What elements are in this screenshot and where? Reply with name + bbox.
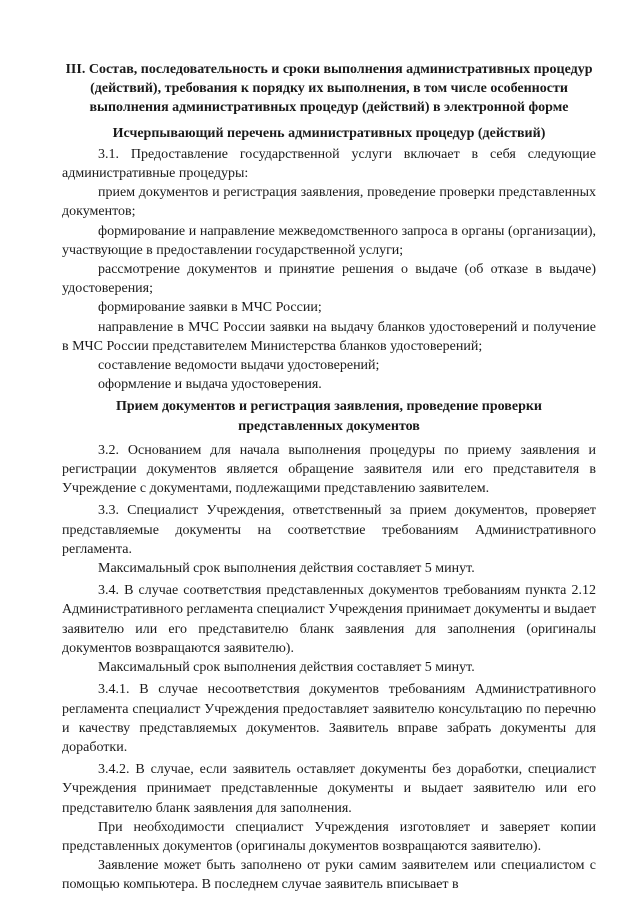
paragraph: Максимальный срок выполнения действия составляет 5 минут. [98, 561, 475, 577]
list-item: составление ведомости выдачи удостоверений; [98, 358, 380, 374]
subsection-heading: Прием документов и регистрация заявления, проведение проверки представленных документов [115, 399, 542, 434]
paragraph: Заявление может быть заполнено от руки самим заявителем или специалистом с помощью компьютера. В последнем случае заявитель вписывает в [62, 858, 596, 893]
paragraph: 3.1. Предоставление государственной услуги включает в себя следующие административные процедуры: [62, 146, 596, 182]
text-area [62, 60, 596, 895]
paragraph: 3.4. В случае соответствия представленных документов требованиям пункта 2.12 Административного регламента специалист Учреждения принимает документы и выдает заявителю или его представителю бланк заявления для заполнения (оригиналы документов возвращаются заявителю). [62, 583, 596, 656]
paragraph: 3.2. Основанием для начала выполнения процедуры по приему заявления и регистрации документов является обращение заявителя или его представителя в Учреждение с документами, подлежащими представлению заявителем. [62, 442, 596, 497]
subsection-body [62, 441, 596, 895]
list-item: формирование и направление межведомственного запроса в органы (организации), участвующие в предоставлении государственной услуги; [62, 223, 596, 258]
section-title: III. Состав, последовательность и сроки выполнения административных процедур (действий), требования к порядку их выполнения, в том числе особенности выполнения административных процедур (действий) в электронной форме [65, 62, 593, 116]
list-item: направление в МЧС России заявки на выдачу бланков удостоверений и получение в МЧС России представителем Министерства бланков удостоверений; [62, 319, 596, 354]
paragraph: 3.3. Специалист Учреждения, ответственный за прием документов, проверяет представляемые документы на соответствие требованиям Административного регламента. [62, 503, 596, 557]
paragraph: При необходимости специалист Учреждения изготовляет и заверяет копии представленных документов (оригиналы документов возвращаются заявителю). [62, 819, 596, 854]
paragraph: 3.4.2. В случае, если заявитель оставляет документы без доработки, специалист Учреждения принимает представленные документы и выдает заявителю или его представителю бланк заявления для заполнения. [62, 762, 596, 816]
list-item: прием документов и регистрация заявления, проведение проверки представленных документов; [62, 185, 596, 220]
paragraph: 3.4.1. В случае несоответствия документов требованиям Административного регламента специалист Учреждения предоставляет заявителю консультацию по перечню и качеству представляемых документов. Заявитель вправе забрать документы для доработки. [62, 682, 596, 755]
list-item: рассмотрение документов и принятие решения о выдаче (об отказе в выдаче) удостоверения; [62, 262, 596, 297]
list-heading: Исчерпывающий перечень административных процедур (действий) [112, 125, 546, 141]
list-item: оформление и выдача удостоверения. [98, 377, 322, 393]
list-item: формирование заявки в МЧС России; [98, 300, 322, 316]
paragraph: Максимальный срок выполнения действия составляет 5 минут. [98, 660, 475, 676]
procedures-list [62, 145, 596, 395]
